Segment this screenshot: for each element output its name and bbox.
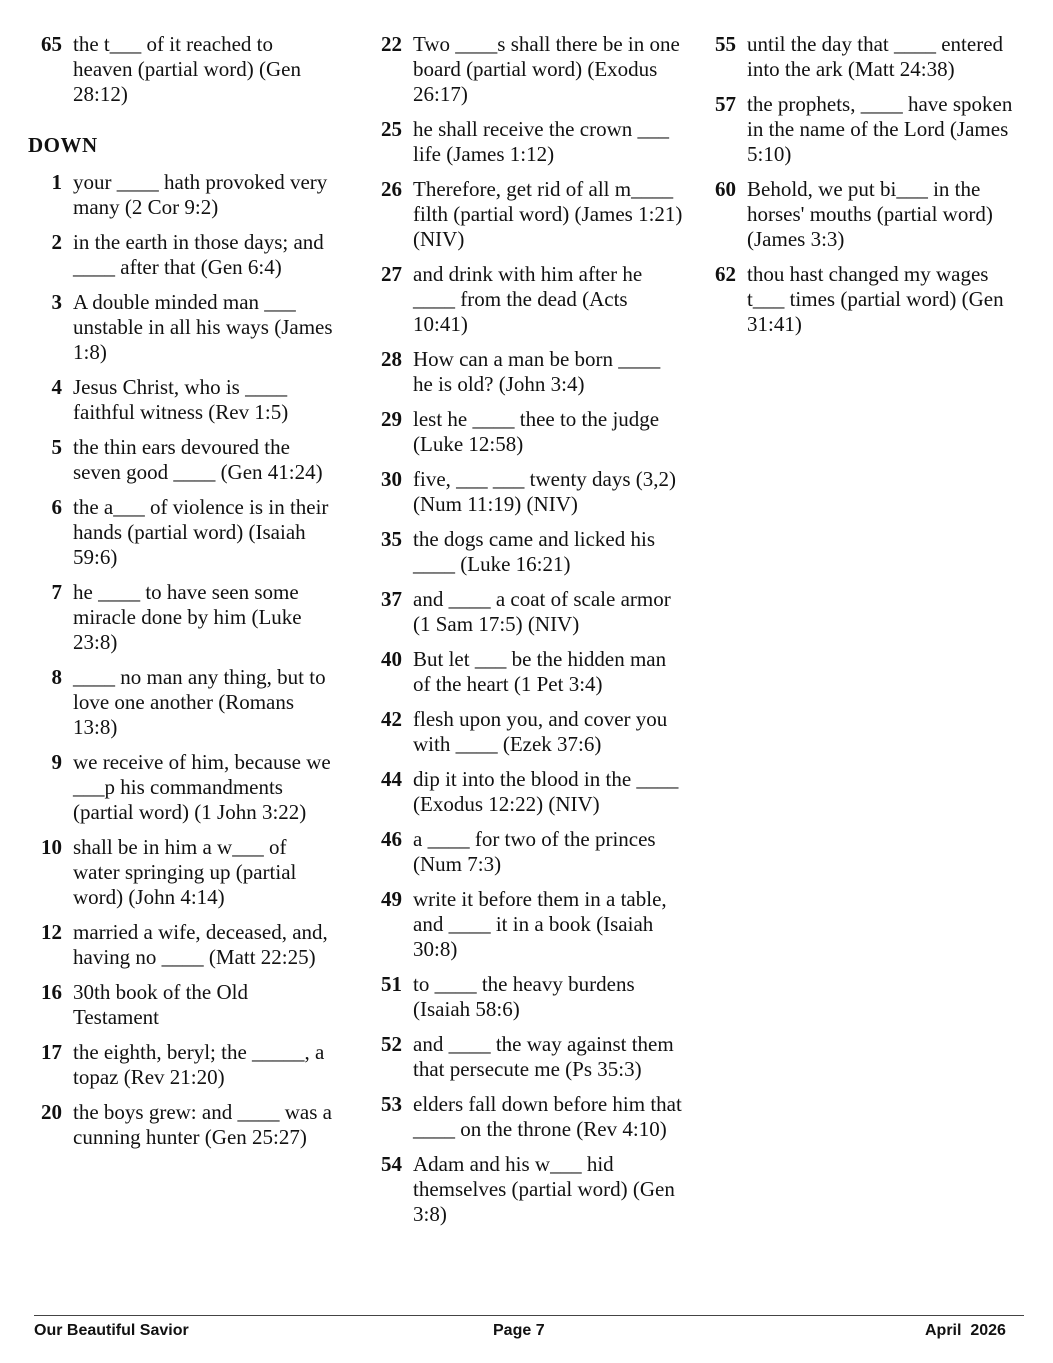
clue-number: 65: [41, 32, 62, 56]
clue-item: [368, 647, 683, 697]
clue-text: But let ___ be the hidden man of the heart (1 Pet 3:4): [413, 647, 667, 696]
clue-number: 5: [51, 435, 62, 459]
clue-text: the thin ears devoured the seven good ____ (Gen 41:24): [73, 435, 323, 484]
clue-number: 22: [381, 32, 402, 56]
down-clue-list: [702, 32, 1017, 337]
clue-number: 62: [715, 262, 736, 286]
clue-text: a ____ for two of the princes (Num 7:3): [413, 827, 656, 876]
clue-number: 16: [41, 980, 62, 1004]
clue-number: 53: [381, 1092, 402, 1116]
column-1: [28, 32, 333, 1160]
clue-item: [368, 1032, 683, 1082]
clue-text: he shall receive the crown ___ life (James 1:12): [413, 117, 669, 166]
clue-number: 55: [715, 32, 736, 56]
clue-item: [28, 230, 333, 280]
footer-divider: [34, 1315, 1024, 1316]
clue-number: 9: [51, 750, 62, 774]
clue-number: 37: [381, 587, 402, 611]
clue-item: [368, 32, 683, 107]
clue-number: 6: [51, 495, 62, 519]
clue-item: [702, 262, 1017, 337]
clue-number: 28: [381, 347, 402, 371]
clue-number: 12: [41, 920, 62, 944]
clue-text: your ____ hath provoked very many (2 Cor 9:2): [73, 170, 328, 219]
clue-number: 44: [381, 767, 402, 791]
clue-item: [368, 1092, 683, 1142]
clue-number: 52: [381, 1032, 402, 1056]
footer-page-number: Page 7: [493, 1322, 545, 1339]
footer-date: April 2026: [925, 1322, 1006, 1339]
clue-item: [702, 177, 1017, 252]
clue-text: dip it into the blood in the ____ (Exodus 12:22) (NIV): [413, 767, 679, 816]
clue-text: he ____ to have seen some miracle done by him (Luke 23:8): [73, 580, 302, 654]
clue-item: [28, 750, 333, 825]
clue-item: [28, 580, 333, 655]
clue-text: the boys grew: and ____ was a cunning hunter (Gen 25:27): [73, 1100, 332, 1149]
clue-number: 27: [381, 262, 402, 286]
clue-text: and ____ a coat of scale armor (1 Sam 17:5) (NIV): [413, 587, 671, 636]
clue-item: [368, 887, 683, 962]
clue-item: [28, 495, 333, 570]
clue-text: and ____ the way against them that persecute me (Ps 35:3): [413, 1032, 674, 1081]
clue-number: 7: [51, 580, 62, 604]
clue-item: [28, 1100, 333, 1150]
clue-text: Behold, we put bi___ in the horses' mouths (partial word) (James 3:3): [747, 177, 993, 251]
clue-item: [28, 835, 333, 910]
clue-item: [28, 435, 333, 485]
clue-item: [28, 170, 333, 220]
clue-text: write it before them in a table, and ____ it in a book (Isaiah 30:8): [413, 887, 667, 961]
clue-number: 3: [51, 290, 62, 314]
clue-number: 57: [715, 92, 736, 116]
clue-item: [368, 467, 683, 517]
clue-item: [28, 920, 333, 970]
clue-text: to ____ the heavy burdens (Isaiah 58:6): [413, 972, 635, 1021]
clue-item: [28, 1040, 333, 1090]
clue-item: [28, 980, 333, 1030]
clue-item: [368, 1152, 683, 1227]
clue-text: Jesus Christ, who is ____ faithful witness (Rev 1:5): [73, 375, 289, 424]
clue-item: [28, 32, 333, 107]
clue-number: 30: [381, 467, 402, 491]
column-3: [702, 32, 1017, 347]
clue-item: [28, 665, 333, 740]
clue-number: 46: [381, 827, 402, 851]
down-clue-list: [368, 32, 683, 1227]
clue-number: 10: [41, 835, 62, 859]
clue-item: [368, 527, 683, 577]
clue-text: in the earth in those days; and ____ after that (Gen 6:4): [73, 230, 324, 279]
clue-text: the a___ of violence is in their hands (partial word) (Isaiah 59:6): [73, 495, 329, 569]
clue-text: the dogs came and licked his ____ (Luke 16:21): [413, 527, 656, 576]
clue-item: [368, 767, 683, 817]
clue-text: 30th book of the Old Testament: [73, 980, 248, 1029]
clue-item: [368, 707, 683, 757]
clue-number: 8: [51, 665, 62, 689]
clue-text: flesh upon you, and cover you with ____ (Ezek 37:6): [413, 707, 668, 756]
clue-number: 17: [41, 1040, 62, 1064]
down-clue-list: [28, 170, 333, 1150]
down-heading: DOWN: [28, 133, 98, 157]
clue-item: [28, 375, 333, 425]
clue-number: 20: [41, 1100, 62, 1124]
clue-number: 35: [381, 527, 402, 551]
clue-text: the t___ of it reached to heaven (partial word) (Gen 28:12): [73, 32, 301, 106]
clue-number: 1: [51, 170, 62, 194]
clue-text: Adam and his w___ hid themselves (partial word) (Gen 3:8): [413, 1152, 675, 1226]
clue-text: five, ___ ___ twenty days (3,2) (Num 11:19) (NIV): [413, 467, 677, 516]
clue-text: A double minded man ___ unstable in all his ways (James 1:8): [73, 290, 333, 364]
clue-text: How can a man be born ____ he is old? (John 3:4): [413, 347, 661, 396]
footer-publication-title: Our Beautiful Savior: [34, 1322, 189, 1339]
clue-item: [28, 290, 333, 365]
clue-item: [368, 587, 683, 637]
clue-text: we receive of him, because we ___p his commandments (partial word) (1 John 3:22): [73, 750, 331, 824]
clue-item: [368, 347, 683, 397]
column-2: [368, 32, 683, 1237]
clue-item: [702, 92, 1017, 167]
clue-number: 2: [51, 230, 62, 254]
clue-text: until the day that ____ entered into the ark (Matt 24:38): [747, 32, 1004, 81]
clue-item: [702, 32, 1017, 82]
clue-number: 60: [715, 177, 736, 201]
clue-text: ____ no man any thing, but to love one another (Romans 13:8): [73, 665, 326, 739]
clue-number: 42: [381, 707, 402, 731]
clue-item: [368, 177, 683, 252]
clue-number: 49: [381, 887, 402, 911]
clue-text: the eighth, beryl; the _____, a topaz (Rev 21:20): [73, 1040, 325, 1089]
clue-number: 29: [381, 407, 402, 431]
clue-item: [368, 117, 683, 167]
clue-text: Two ____s shall there be in one board (partial word) (Exodus 26:17): [413, 32, 680, 106]
clue-number: 40: [381, 647, 402, 671]
clue-text: married a wife, deceased, and, having no ____ (Matt 22:25): [73, 920, 328, 969]
clue-number: 25: [381, 117, 402, 141]
clue-text: lest he ____ thee to the judge (Luke 12:58): [413, 407, 660, 456]
clue-number: 51: [381, 972, 402, 996]
clue-item: [368, 972, 683, 1022]
clue-text: and drink with him after he ____ from the dead (Acts 10:41): [413, 262, 643, 336]
clue-text: shall be in him a w___ of water springing up (partial word) (John 4:14): [73, 835, 297, 909]
clue-item: [368, 827, 683, 877]
clue-number: 26: [381, 177, 402, 201]
clue-text: thou hast changed my wages t___ times (partial word) (Gen 31:41): [747, 262, 1004, 336]
clue-item: [368, 262, 683, 337]
clue-number: 54: [381, 1152, 402, 1176]
clue-number: 4: [51, 375, 62, 399]
across-clue-list: [28, 32, 333, 107]
clue-text: elders fall down before him that ____ on the throne (Rev 4:10): [413, 1092, 682, 1141]
clue-text: Therefore, get rid of all m____ filth (partial word) (James 1:21) (NIV): [413, 177, 683, 251]
clue-text: the prophets, ____ have spoken in the name of the Lord (James 5:10): [747, 92, 1013, 166]
clue-item: [368, 407, 683, 457]
